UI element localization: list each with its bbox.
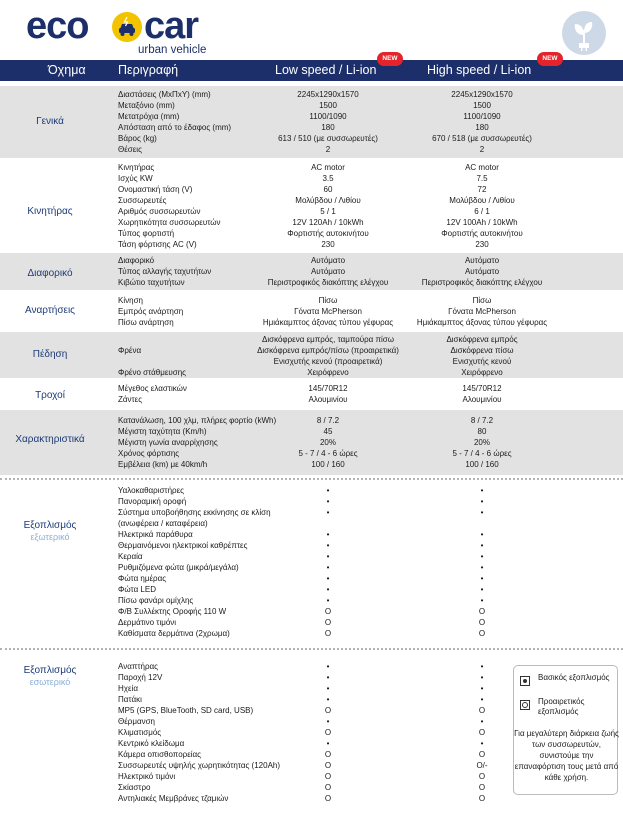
spec-label: Κάμερα οπισθοπορείας — [118, 750, 202, 759]
spec-row — [0, 89, 623, 100]
spec-value-low-speed: • — [326, 574, 330, 583]
spec-value-high-speed: O — [478, 794, 486, 803]
spec-value-high-speed: 80 — [477, 427, 487, 436]
spec-label: MP5 (GPS, BlueTooth, SD card, USB) — [118, 706, 254, 715]
spec-value-high-speed: 2 — [479, 145, 485, 154]
spec-value-high-speed: 1500 — [473, 101, 491, 110]
spec-label: Χωρητικότητα συσσωρευτών — [118, 218, 221, 227]
header-low-speed: Low speed / Li-ion — [275, 63, 377, 77]
spec-row — [0, 195, 623, 206]
spec-value-high-speed: 100 / 160 — [465, 460, 499, 469]
spec-value-low-speed: 12V 120Ah / 10kWh — [292, 218, 364, 227]
section-title: Χαρακτηριστικά — [15, 434, 85, 445]
spec-label: Φώτα ημέρας — [118, 574, 167, 583]
spec-value-low-speed: O — [324, 783, 332, 792]
spec-row — [0, 122, 623, 133]
header-high-speed: High speed / Li-ion — [427, 63, 532, 77]
spec-row — [0, 255, 623, 266]
spec-value-high-speed: • — [480, 552, 484, 561]
spec-value-low-speed: • — [326, 673, 330, 682]
spec-row — [0, 367, 623, 378]
spec-row — [0, 584, 623, 595]
spec-value-low-speed: Δισκόφρενα εμπρός/πίσω (προαιρετικά) — [257, 346, 399, 355]
spec-value-low-speed: 613 / 510 (με συσσωρευτές) — [278, 134, 378, 143]
spec-value-low-speed: 1100/1090 — [309, 112, 347, 121]
spec-value-high-speed: Δισκόφρενα πίσω — [450, 346, 514, 355]
spec-value-low-speed: 145/70R12 — [308, 384, 348, 393]
spec-label: Δερμάτινο τιμόνι — [118, 618, 177, 627]
spec-label: Σύστημα υποβοήθησης εκκίνησης σε κλίση — [118, 508, 271, 517]
table-header — [0, 60, 623, 81]
section-subtitle: εξωτερικό — [30, 532, 70, 542]
spec-value-high-speed: O — [478, 629, 486, 638]
legend-box — [513, 665, 618, 795]
section-divider — [0, 478, 623, 480]
spec-value-low-speed: Αλουμινίου — [308, 395, 348, 404]
spec-value-low-speed: • — [326, 662, 330, 671]
spec-label: Ζάντες — [118, 395, 143, 404]
spec-value-low-speed: 2 — [325, 145, 331, 154]
spec-value-low-speed: • — [326, 596, 330, 605]
leaf-plug-icon — [562, 11, 606, 55]
spec-label: Θέρμανση — [118, 717, 155, 726]
spec-label: Κεραία — [118, 552, 143, 561]
spec-value-high-speed: • — [480, 541, 484, 550]
spec-label: Διαστάσεις (ΜxΠxΥ) (mm) — [118, 90, 211, 99]
spec-value-low-speed: O — [324, 761, 332, 770]
spec-value-low-speed: O — [324, 750, 332, 759]
spec-row — [0, 306, 623, 317]
spec-label: Εμπρός ανάρτηση — [118, 307, 184, 316]
spec-row — [0, 184, 623, 195]
spec-value-high-speed: O — [478, 607, 486, 616]
spec-value-low-speed: • — [326, 497, 330, 506]
spec-label: Φρένο στάθμευσης — [118, 368, 187, 377]
spec-value-high-speed: • — [480, 574, 484, 583]
legend-note: Για μεγαλύτερη διάρκεια ζωής των συσσωρευτών, συνιστούμε την επαναφόρτιση τους μετά από κάθε χρήση. — [514, 729, 619, 782]
spec-row — [0, 383, 623, 394]
spec-value-low-speed: • — [326, 552, 330, 561]
spec-value-high-speed: Γόνατα McPherson — [448, 307, 516, 316]
spec-section — [0, 159, 623, 252]
spec-value-low-speed: 5 - 7 / 4 - 6 ώρες — [298, 449, 358, 458]
spec-value-low-speed: O — [324, 706, 332, 715]
spec-section — [0, 379, 623, 409]
spec-row — [0, 356, 623, 367]
spec-label: Τύπος αλλαγής ταχυτήτων — [118, 267, 212, 276]
spec-value-high-speed: Πίσω — [472, 296, 492, 305]
section-title: Πέδηση — [32, 349, 68, 360]
spec-value-high-speed: 1100/1090 — [463, 112, 501, 121]
spec-value-high-speed: 145/70R12 — [462, 384, 502, 393]
spec-value-high-speed: O — [478, 706, 486, 715]
spec-row — [0, 277, 623, 288]
spec-value-low-speed: O — [324, 794, 332, 803]
spec-row — [0, 345, 623, 356]
spec-label: Μεταξόνιο (mm) — [118, 101, 175, 110]
spec-label: Φ/Β Συλλέκτης Οροφής 110 W — [118, 607, 227, 616]
spec-value-high-speed: • — [480, 684, 484, 693]
spec-row — [0, 595, 623, 606]
spec-value-high-speed: O/- — [476, 761, 488, 770]
spec-value-low-speed: • — [326, 695, 330, 704]
spec-value-low-speed: • — [326, 508, 330, 517]
spec-row — [0, 529, 623, 540]
logo-word-eco: eco — [26, 5, 89, 47]
spec-value-high-speed: 5 - 7 / 4 - 6 ώρες — [452, 449, 512, 458]
spec-value-high-speed: • — [480, 673, 484, 682]
spec-value-low-speed: Αυτόματο — [310, 267, 346, 276]
spec-value-high-speed: • — [480, 530, 484, 539]
spec-value-low-speed: • — [326, 684, 330, 693]
spec-row — [0, 415, 623, 426]
spec-value-low-speed: Γόνατα McPherson — [294, 307, 362, 316]
spec-label: Ηχεία — [118, 684, 138, 693]
spec-label: Μετατρόχια (mm) — [118, 112, 180, 121]
spec-value-low-speed: • — [326, 486, 330, 495]
section-title: Αναρτήσεις — [25, 305, 75, 316]
spec-value-low-speed: AC motor — [311, 163, 345, 172]
spec-row — [0, 628, 623, 639]
spec-label: Καθίσματα δερμάτινα (2χρωμα) — [118, 629, 230, 638]
spec-label: Κατανάλωση, 100 χλμ, πλήρες φορτίο (kWh) — [118, 416, 277, 425]
spec-value-high-speed: Χειρόφρενο — [461, 368, 503, 377]
spec-label: Σκίαστρο — [118, 783, 151, 792]
spec-label: Πίσω ανάρτηση — [118, 318, 174, 327]
spec-label: Κινητήρας — [118, 163, 155, 172]
spec-section — [0, 410, 623, 475]
spec-value-high-speed: O — [478, 772, 486, 781]
basic-marker-icon — [520, 676, 530, 686]
spec-label: Φώτα LED — [118, 585, 156, 594]
spec-value-high-speed: • — [480, 695, 484, 704]
spec-section — [0, 291, 623, 331]
spec-value-low-speed: 180 — [321, 123, 335, 132]
spec-row — [0, 448, 623, 459]
spec-section — [0, 86, 623, 158]
spec-value-high-speed: 670 / 518 (με συσσωρευτές) — [432, 134, 532, 143]
spec-label: Ηλεκτρικό τιμόνι — [118, 772, 176, 781]
spec-value-low-speed: 45 — [323, 427, 333, 436]
spec-value-low-speed: Δισκόφρενα εμπρός, ταμπούρα πίσω — [262, 335, 394, 344]
spec-value-high-speed: O — [478, 728, 486, 737]
spec-label: Αριθμός συσσωρευτών — [118, 207, 201, 216]
spec-label: Χρόνος φόρτισης — [118, 449, 180, 458]
spec-value-low-speed: Αυτόματο — [310, 256, 346, 265]
spec-row — [0, 394, 623, 405]
spec-label: Θέσεις — [118, 145, 142, 154]
spec-label: Βάρος (kg) — [118, 134, 157, 143]
spec-value-low-speed: 5 / 1 — [320, 207, 336, 216]
spec-label: Κεντρικό κλείδωμα — [118, 739, 185, 748]
spec-value-high-speed: 6 / 1 — [474, 207, 490, 216]
logo-tagline: urban vehicle — [138, 44, 207, 56]
new-badge-high: NEW — [537, 52, 563, 66]
section-title: Γενικά — [36, 116, 64, 127]
spec-label: Συσσωρευτές υψηλής χωρητικότητας (120Ah) — [118, 761, 281, 770]
spec-label: Φρένα — [118, 346, 142, 355]
spec-label: Τάση φόρτισης AC (V) — [118, 240, 197, 249]
spec-row — [0, 133, 623, 144]
section-title: Τροχοί — [35, 390, 65, 401]
legend-optional: Προαιρετικός εξοπλισμός — [538, 697, 585, 716]
spec-value-high-speed: • — [480, 596, 484, 605]
spec-row — [0, 606, 623, 617]
spec-row — [0, 617, 623, 628]
spec-value-high-speed: • — [480, 739, 484, 748]
spec-label: Αναπτήρας — [118, 662, 158, 671]
spec-label: (ανωφέρεια / καταφέρεια) — [118, 519, 208, 528]
spec-row — [0, 459, 623, 470]
spec-label: Αντηλιακές Μεμβράνες τζαμιών — [118, 794, 229, 803]
spec-label: Υαλοκαθαριστήρες — [118, 486, 185, 495]
spec-row — [0, 437, 623, 448]
spec-value-high-speed: O — [478, 750, 486, 759]
spec-label: Κιβώτιο ταχυτήτων — [118, 278, 185, 287]
logo-word-car: car — [144, 5, 199, 47]
spec-row — [0, 562, 623, 573]
spec-row — [0, 496, 623, 507]
spec-row — [0, 144, 623, 155]
spec-value-high-speed: • — [480, 508, 484, 517]
spec-value-high-speed: Ημιάκαμπτος άξονας τύπου γέφυρας — [416, 318, 548, 327]
spec-label: Θερμαινόμενοι ηλεκτρικοί καθρέπτες — [118, 541, 248, 550]
spec-value-low-speed: Ημιάκαμπτος άξονας τύπου γέφυρας — [262, 318, 394, 327]
optional-marker-icon — [520, 700, 530, 710]
spec-row — [0, 228, 623, 239]
spec-label: Τύπος φορτιστή — [118, 229, 175, 238]
spec-value-high-speed: 72 — [477, 185, 487, 194]
spec-row — [0, 206, 623, 217]
spec-value-low-speed: 2245x1290x1570 — [297, 90, 359, 99]
spec-value-high-speed: 7.5 — [476, 174, 488, 183]
spec-label: Απόσταση από το έδαφος (mm) — [118, 123, 232, 132]
spec-value-high-speed: • — [480, 662, 484, 671]
spec-value-high-speed: 180 — [475, 123, 489, 132]
new-badge-low: NEW — [377, 52, 403, 66]
spec-row — [0, 573, 623, 584]
spec-row — [0, 334, 623, 345]
spec-value-high-speed: O — [478, 618, 486, 627]
spec-value-high-speed: Δισκόφρενα εμπρός — [446, 335, 518, 344]
spec-value-low-speed: Πίσω — [318, 296, 338, 305]
spec-value-high-speed: 20% — [473, 438, 490, 447]
spec-value-high-speed: Αυτόματο — [464, 256, 500, 265]
spec-value-low-speed: O — [324, 618, 332, 627]
spec-label: Πίσω φανάρι ομίχλης — [118, 596, 194, 605]
spec-value-low-speed: 8 / 7.2 — [316, 416, 340, 425]
spec-label: Μέγεθος ελαστικών — [118, 384, 187, 393]
spec-value-low-speed: O — [324, 607, 332, 616]
spec-value-low-speed: • — [326, 541, 330, 550]
spec-label: Πανοραμική οροφή — [118, 497, 187, 506]
spec-section — [0, 332, 623, 378]
spec-label: Εμβέλεια (km) με 40km/h — [118, 460, 208, 469]
spec-value-low-speed: O — [324, 728, 332, 737]
spec-value-high-speed: • — [480, 585, 484, 594]
spec-value-high-speed: 8 / 7.2 — [470, 416, 494, 425]
spec-value-low-speed: Περιστροφικός διακόπτης ελέγχου — [267, 278, 389, 287]
spec-row — [0, 540, 623, 551]
spec-row — [0, 173, 623, 184]
spec-value-high-speed: • — [480, 563, 484, 572]
spec-label: Ισχύς KW — [118, 174, 153, 183]
spec-value-high-speed: • — [480, 486, 484, 495]
spec-value-high-speed: 12V 100Ah / 10kWh — [446, 218, 518, 227]
spec-value-high-speed: 2245x1290x1570 — [451, 90, 513, 99]
spec-section — [0, 478, 623, 646]
spec-row — [0, 551, 623, 562]
spec-value-high-speed: O — [478, 783, 486, 792]
header-vehicle: Όχημα — [48, 63, 86, 77]
spec-value-low-speed: • — [326, 739, 330, 748]
brand-logo — [26, 6, 216, 58]
spec-label: Μέγιστη γωνία αναρρίχησης — [118, 438, 218, 447]
spec-value-high-speed: 230 — [475, 240, 489, 249]
spec-row — [0, 426, 623, 437]
section-title: Διαφορικό — [27, 268, 73, 279]
spec-value-low-speed: 230 — [321, 240, 335, 249]
spec-value-low-speed: • — [326, 585, 330, 594]
spec-value-low-speed: Χειρόφρενο — [307, 368, 349, 377]
spec-value-low-speed: • — [326, 530, 330, 539]
spec-row — [0, 507, 623, 518]
spec-value-high-speed: • — [480, 717, 484, 726]
spec-row — [0, 518, 623, 529]
spec-label: Ηλεκτρικά παράθυρα — [118, 530, 193, 539]
spec-value-high-speed: Φορτιστής αυτοκινήτου — [441, 229, 523, 238]
spec-value-low-speed: O — [324, 772, 332, 781]
spec-value-high-speed: Μολύβδου / Λιθίου — [449, 196, 515, 205]
spec-value-low-speed: O — [324, 629, 332, 638]
spec-label: Συσσωρευτές — [118, 196, 167, 205]
spec-value-low-speed: • — [326, 717, 330, 726]
spec-row — [0, 317, 623, 328]
section-divider — [0, 648, 623, 650]
spec-value-low-speed: 3.5 — [322, 174, 334, 183]
spec-label: Κίνηση — [118, 296, 143, 305]
spec-value-high-speed: AC motor — [465, 163, 499, 172]
spec-value-low-speed: • — [326, 563, 330, 572]
spec-label: Διαφορικό — [118, 256, 155, 265]
spec-row — [0, 295, 623, 306]
spec-value-low-speed: 60 — [323, 185, 333, 194]
spec-value-low-speed: 20% — [319, 438, 336, 447]
section-subtitle: εσωτερικό — [29, 677, 71, 687]
spec-row — [0, 111, 623, 122]
spec-value-low-speed: 100 / 160 — [311, 460, 345, 469]
charging-car-icon — [112, 12, 142, 42]
spec-value-low-speed: Ενισχυτής κενού (προαιρετικά) — [273, 357, 383, 366]
spec-label: Ρυθμιζόμενα φώτα (μικρά/μεγάλα) — [118, 563, 239, 572]
spec-value-low-speed: Μολύβδου / Λιθίου — [295, 196, 361, 205]
spec-value-high-speed: Αυτόματο — [464, 267, 500, 276]
spec-row — [0, 239, 623, 250]
spec-label: Μέγιστη ταχύτητα (Km/h) — [118, 427, 207, 436]
spec-row — [0, 266, 623, 277]
section-title: Κινητήρας — [27, 206, 73, 217]
spec-value-high-speed: Περιστροφικός διακόπτης ελέγχου — [421, 278, 543, 287]
spec-section — [0, 253, 623, 290]
spec-value-low-speed: Φορτιστής αυτοκινήτου — [287, 229, 369, 238]
section-title: Εξοπλισμός — [23, 520, 77, 531]
section-title: Εξοπλισμός — [23, 665, 77, 676]
spec-label: Παροχή 12V — [118, 673, 163, 682]
header-description: Περιγραφή — [118, 63, 179, 77]
spec-value-high-speed: • — [480, 497, 484, 506]
spec-value-high-speed: Ενισχυτής κενού — [452, 357, 512, 366]
spec-label: Πατάκι — [118, 695, 142, 704]
spec-row — [0, 100, 623, 111]
legend-basic: Βασικός εξοπλισμός — [538, 673, 610, 682]
spec-row — [0, 485, 623, 496]
spec-row — [0, 217, 623, 228]
spec-value-low-speed: 1500 — [319, 101, 337, 110]
spec-label: Κλιματισμός — [118, 728, 162, 737]
spec-row — [0, 162, 623, 173]
spec-label: Ονομαστική τάση (V) — [118, 185, 193, 194]
spec-value-high-speed: Αλουμινίου — [462, 395, 502, 404]
